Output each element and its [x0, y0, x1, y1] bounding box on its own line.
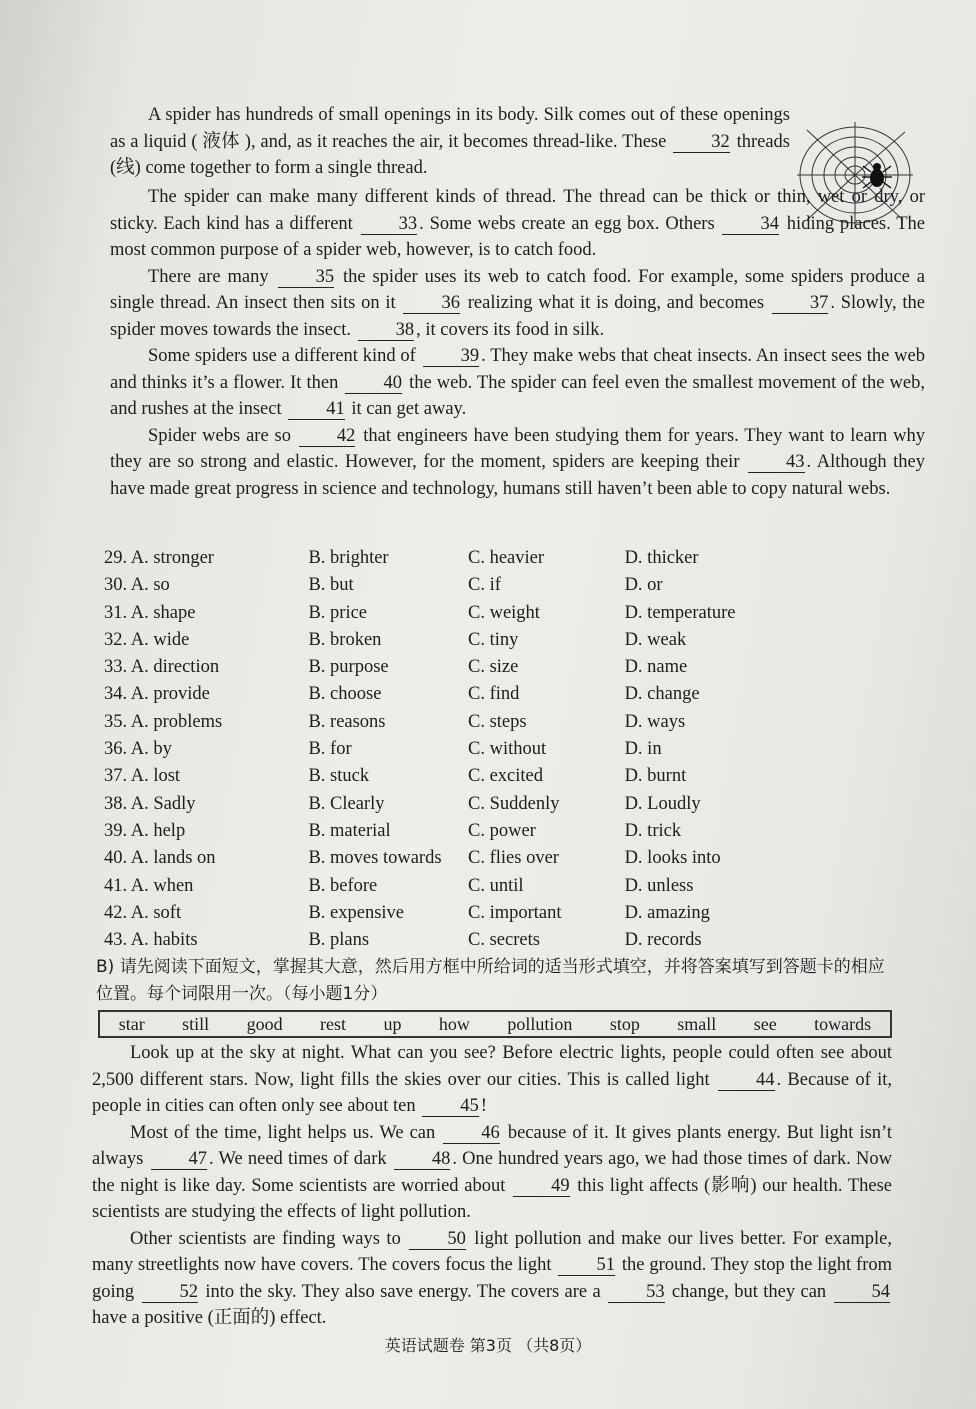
- section-b-instruction: B) 请先阅读下面短文，掌握其大意，然后用方框中所给词的适当形式填空，并将答案填写到答题卡的相应位置。每个词限用一次。（每小题1分）: [96, 957, 885, 1004]
- option-choice: D. Loudly: [624, 793, 701, 814]
- text-segment: . We need times of dark: [209, 1149, 392, 1169]
- option-choice: B. purpose: [308, 657, 389, 678]
- blank-number: 40: [345, 373, 402, 394]
- option-choice: B. Clearly: [308, 793, 385, 814]
- option-choice: 38. A. Sadly: [104, 793, 196, 814]
- blank-number: 52: [142, 1282, 199, 1303]
- option-choice: 37. A. lost: [104, 766, 181, 787]
- passage-b-paragraph-2: [92, 1120, 892, 1226]
- option-choice: D. weak: [624, 629, 687, 650]
- option-choice: D. thicker: [624, 548, 699, 568]
- option-row: [104, 572, 824, 599]
- text-segment: , it covers its food in silk.: [416, 319, 605, 340]
- word-box-item: see: [753, 1013, 777, 1034]
- option-choice: C. power: [468, 820, 536, 841]
- option-choice: D. in: [624, 739, 662, 760]
- option-choice: C. excited: [468, 766, 544, 787]
- option-row: [104, 845, 824, 872]
- option-choice: 39. A. help: [104, 820, 186, 841]
- option-row: [104, 763, 824, 790]
- option-choice: D. temperature: [624, 602, 736, 623]
- option-choice: C. tiny: [468, 629, 519, 650]
- option-row: [104, 927, 824, 954]
- option-choice: 42. A. soft: [104, 902, 182, 923]
- option-row: [104, 873, 824, 900]
- blank-number: 50: [409, 1229, 466, 1250]
- passage-b: [92, 1040, 892, 1332]
- blank-number: 51: [558, 1255, 615, 1276]
- word-box-item: small: [677, 1013, 717, 1034]
- blank-number: 47: [151, 1149, 208, 1170]
- option-choice: B. brighter: [308, 548, 389, 568]
- option-row: [104, 709, 824, 736]
- text-segment: have a positive (正面的) effect.: [92, 1308, 327, 1328]
- text-segment: The spider can make many different kinds of thread. The thread can be thick or thin, wet or dry, or sticky. Each kind has a different: [110, 187, 925, 234]
- option-choice: D. or: [624, 575, 663, 596]
- option-choice: D. change: [624, 684, 700, 705]
- word-box-item: good: [246, 1013, 283, 1034]
- option-choice: B. for: [308, 739, 352, 760]
- blank-number: 48: [394, 1149, 451, 1170]
- text-segment: this light affects (影响) our health. These scientists are studying the effects of light pollution.: [92, 1175, 892, 1222]
- option-choice: D. trick: [624, 820, 682, 841]
- option-row: [104, 736, 824, 763]
- word-box-item: star: [118, 1013, 145, 1034]
- word-box-item: up: [383, 1013, 402, 1034]
- option-choice: C. secrets: [468, 930, 540, 951]
- option-choice: C. important: [468, 902, 562, 923]
- option-row: [104, 600, 824, 627]
- passage-a-cont: [110, 184, 925, 502]
- blank-number: 39: [423, 346, 480, 367]
- passage-a-paragraph-3: [110, 264, 925, 344]
- text-segment: . Although they have made great progress in science and technology, humans still haven’t been able to copy natural webs.: [110, 452, 925, 499]
- blank-number: 32: [673, 132, 730, 153]
- page-footer: 英语试题卷 第3页 （共8页）: [384, 1336, 592, 1355]
- text-segment: Other scientists are finding ways to: [130, 1228, 408, 1249]
- option-choice: B. moves towards: [308, 848, 442, 869]
- blank-number: 41: [288, 399, 345, 420]
- option-choice: B. reasons: [308, 711, 386, 732]
- option-choice: 30. A. so: [104, 575, 170, 596]
- option-choice: C. flies over: [468, 848, 559, 869]
- option-choice: 34. A. provide: [104, 684, 210, 705]
- text-segment: that engineers have been studying them for years. They want to learn why they are so strong and elastic. However, for the moment, spiders are keeping their: [110, 425, 926, 472]
- text-segment: the ground. They stop the light from going: [92, 1255, 893, 1302]
- option-row: [104, 681, 824, 708]
- options-list: [104, 545, 824, 954]
- option-choice: C. weight: [468, 602, 540, 623]
- option-choice: D. looks into: [624, 848, 721, 869]
- option-choice: 29. A. stronger: [104, 548, 214, 568]
- blank-number: 44: [718, 1070, 775, 1091]
- passage-a-paragraph-5: [110, 423, 925, 503]
- word-box-item: towards: [814, 1013, 872, 1034]
- option-row: [104, 545, 824, 572]
- blank-number: 37: [772, 293, 829, 314]
- passage-a-paragraph-4: [110, 343, 925, 423]
- passage-a-paragraph-1: [110, 102, 790, 182]
- text-segment: Some spiders use a different kind of: [148, 346, 421, 366]
- blank-number: 42: [299, 426, 356, 447]
- option-choice: 36. A. by: [104, 739, 172, 760]
- text-segment: . One hundred years ago, we had those times of dark. Now the night is like day. Some scientists are worried about: [92, 1149, 892, 1196]
- text-segment: . Some webs create an egg box. Others: [419, 213, 721, 234]
- text-segment: . Slowly, the spider moves towards the insect.: [110, 293, 925, 340]
- text-segment: the spider uses its web to catch food. For example, some spiders produce a single thread. An insect then sits on it: [110, 266, 925, 313]
- option-choice: C. until: [468, 875, 524, 896]
- option-choice: C. heavier: [468, 548, 545, 568]
- option-row: [104, 818, 824, 845]
- option-choice: B. before: [308, 875, 378, 896]
- option-choice: D. ways: [624, 711, 686, 732]
- option-choice: C. if: [468, 575, 501, 596]
- option-choice: 31. A. shape: [104, 602, 196, 623]
- text-segment: There are many: [148, 266, 276, 287]
- option-choice: C. Suddenly: [468, 793, 560, 814]
- option-choice: 35. A. problems: [104, 711, 223, 732]
- text-segment: !: [480, 1096, 487, 1116]
- option-choice: B. material: [308, 820, 391, 841]
- option-choice: 40. A. lands on: [104, 848, 216, 869]
- option-choice: B. stuck: [308, 766, 370, 787]
- blank-number: 49: [513, 1176, 570, 1197]
- blank-number: 34: [722, 214, 779, 235]
- option-choice: 32. A. wide: [104, 629, 190, 650]
- option-choice: C. without: [468, 739, 547, 760]
- option-choice: B. but: [308, 575, 354, 596]
- text-segment: Most of the time, light helps us. We can: [130, 1122, 442, 1143]
- text-segment: threads (线) come together to form a single thread.: [110, 131, 790, 178]
- blank-number: 38: [358, 320, 415, 341]
- option-choice: C. steps: [468, 711, 527, 732]
- text-segment: into the sky. They also save energy. The covers are a: [200, 1281, 607, 1302]
- option-choice: 41. A. when: [104, 875, 194, 896]
- option-choice: 43. A. habits: [104, 930, 198, 951]
- option-choice: B. expensive: [308, 902, 404, 923]
- option-choice: D. records: [624, 930, 702, 951]
- passage-a: [110, 102, 790, 182]
- option-choice: D. burnt: [624, 766, 687, 787]
- blank-number: 54: [834, 1282, 891, 1303]
- option-choice: C. size: [468, 657, 519, 678]
- word-box-item: how: [438, 1013, 470, 1034]
- text-segment: it can get away.: [346, 399, 467, 419]
- text-segment: . They make webs that cheat insects. An insect sees the web and thinks it’s a flower. It then: [110, 346, 925, 393]
- text-segment: Look up at the sky at night. What can you see? Before electric lights, people could often see about 2,500 different stars. Now, light fills the skies over our cities. This is called light: [92, 1043, 892, 1090]
- option-row: [104, 654, 824, 681]
- blank-number: 33: [361, 214, 418, 235]
- text-segment: . Because of it, people in cities can often only see about ten: [92, 1069, 892, 1116]
- blank-number: 53: [608, 1282, 665, 1303]
- option-choice: D. amazing: [624, 902, 710, 923]
- passage-b-paragraph-1: [92, 1040, 892, 1120]
- option-row: [104, 900, 824, 927]
- blank-number: 46: [443, 1123, 500, 1144]
- option-row: [104, 627, 824, 654]
- word-box-item: still: [182, 1013, 210, 1034]
- word-box-item: rest: [320, 1013, 347, 1034]
- word-box-item: pollution: [507, 1013, 573, 1034]
- word-box: [98, 1010, 892, 1038]
- passage-a-paragraph-2: [110, 184, 925, 264]
- blank-number: 36: [403, 293, 460, 314]
- option-choice: D. name: [624, 657, 688, 678]
- option-choice: B. broken: [308, 629, 382, 650]
- text-segment: because of it. It gives plants energy. But light isn’t always: [92, 1122, 892, 1169]
- passage-b-paragraph-3: [92, 1226, 892, 1332]
- option-choice: B. plans: [308, 930, 370, 951]
- blank-number: 35: [278, 267, 335, 288]
- blank-number: 45: [422, 1096, 479, 1117]
- word-box-item: stop: [609, 1013, 640, 1034]
- text-segment: Spider webs are so: [148, 425, 297, 446]
- option-choice: 33. A. direction: [104, 657, 220, 678]
- text-segment: hiding places. The most common purpose of a spider web, however, is to catch food.: [110, 213, 925, 260]
- text-segment: realizing what it is doing, and becomes: [461, 293, 770, 313]
- option-choice: D. unless: [624, 875, 694, 896]
- option-row: [104, 791, 824, 818]
- text-segment: the web. The spider can feel even the smallest movement of the web, and rushes at the insect: [110, 372, 925, 419]
- option-choice: C. find: [468, 684, 520, 705]
- text-segment: light pollution and make our lives better. For example, many streetlights now have covers. The covers focus the light: [92, 1228, 892, 1275]
- text-segment: A spider has hundreds of small openings in its body. Silk comes out of these openings as a liquid ( 液体 ), and, as it reaches the air, it becomes thread-like. These: [110, 105, 790, 152]
- option-choice: B. price: [308, 602, 367, 623]
- text-segment: change, but they can: [666, 1281, 832, 1302]
- blank-number: 43: [748, 452, 805, 473]
- option-choice: B. choose: [308, 684, 382, 705]
